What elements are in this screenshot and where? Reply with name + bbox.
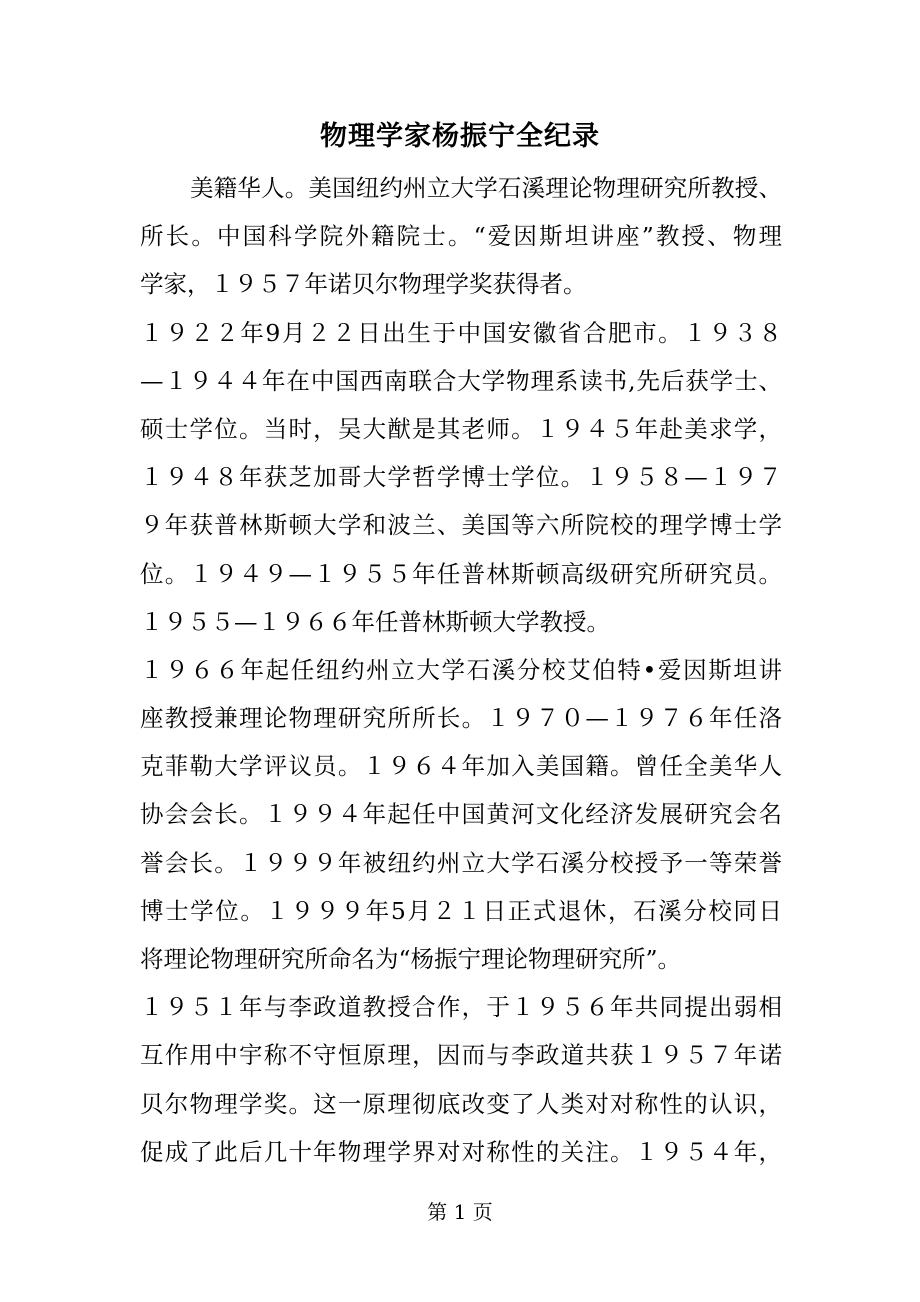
text-line: 贝尔物理学奖。这一原理彻底改变了人类对对称性的认识，	[140, 1089, 782, 1118]
text-line: 协会会长。１９９４年起任中国黄河文化经济发展研究会名	[140, 800, 782, 829]
text-line: ９年获普林斯顿大学和波兰、美国等六所院校的理学博士学	[140, 511, 782, 540]
text-line: 互作用中宇称不守恒原理，因而与李政道共获１９５７年诺	[140, 1041, 782, 1070]
text-line: 克菲勒大学评议员。１９６４年加入美国籍。曾任全美华人	[140, 752, 782, 781]
text-line: 美籍华人。美国纽约州立大学石溪理论物理研究所教授、	[190, 174, 782, 202]
text-line: 将理论物理研究所命名为“杨振宁理论物理研究所”。	[140, 945, 682, 973]
text-line: １９５５—１９６６年任普林斯顿大学教授。	[140, 607, 610, 636]
text-line: 所长。中国科学院外籍院士。“爱因斯坦讲座”教授、物理	[140, 222, 782, 251]
text-line: 座教授兼理论物理研究所所长。１９７０—１９７６年任洛	[140, 704, 782, 733]
document-body	[140, 164, 782, 1176]
text-line: １９４８年获芝加哥大学哲学博士学位。１９５８—１９７	[140, 463, 782, 492]
text-line: 位。１９４９—１９５５年任普林斯顿高级研究所研究员。	[140, 559, 782, 588]
text-line: 誉会长。１９９９年被纽约州立大学石溪分校授予一等荣誉	[140, 848, 782, 877]
text-line: １９５１年与李政道教授合作，于１９５６年共同提出弱相	[140, 993, 782, 1022]
text-line: 博士学位。１９９９年5月２１日正式退休，石溪分校同日	[140, 896, 782, 925]
text-line: 促成了此后几十年物理学界对对称性的关注。１９５４年，	[140, 1137, 782, 1166]
text-line: １９６６年起任纽约州立大学石溪分校艾伯特•爱因斯坦讲	[140, 655, 782, 684]
text-line: 硕士学位。当时，吴大猷是其老师。１９４５年赴美求学，	[140, 414, 782, 443]
page-number: 第 1 页	[427, 1200, 493, 1224]
text-line: 学家，１９５７年诺贝尔物理学奖获得者。	[140, 270, 587, 299]
text-line: １９２２年9月２２日出生于中国安徽省合肥市。１９３８	[140, 318, 782, 347]
text-line: —１９４４年在中国西南联合大学物理系读书,先后获学士、	[140, 366, 782, 395]
document-title: 物理学家杨振宁全纪录	[320, 121, 600, 152]
